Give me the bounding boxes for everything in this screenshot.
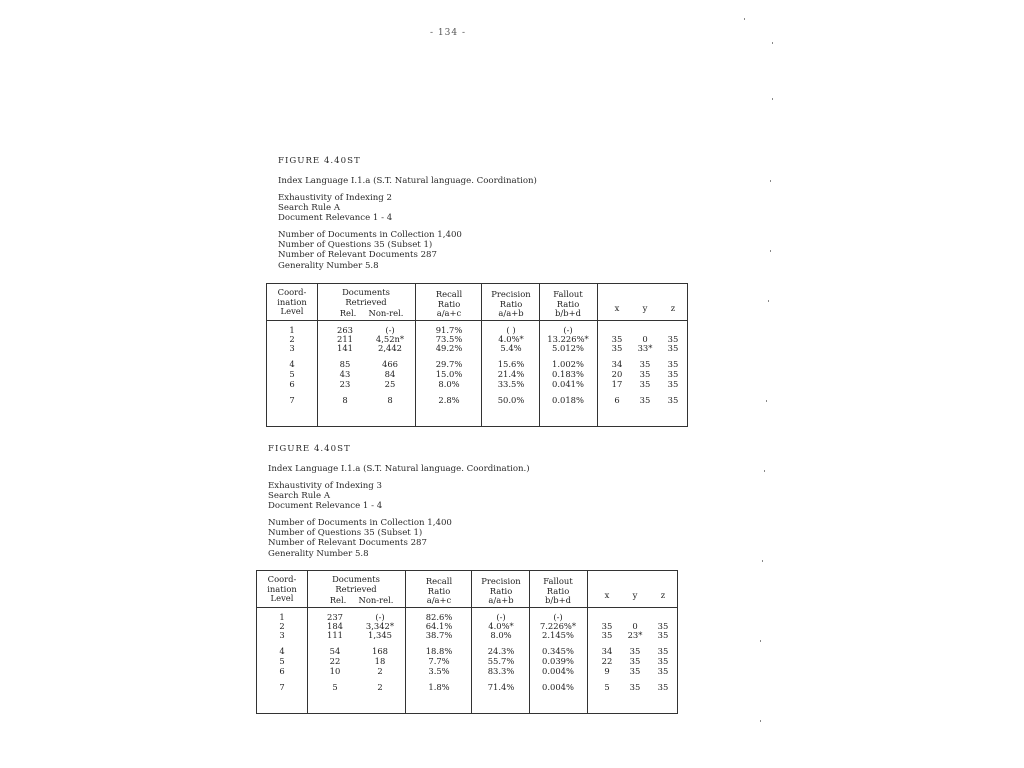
- table-header-fallout: Fallout Ratio b/b+d: [543, 576, 573, 606]
- figure-2-generality: Generality Number 5.8: [268, 548, 369, 559]
- table-cell-nonrel: (-): [375, 612, 385, 622]
- table-cell-rel: 85: [339, 359, 351, 369]
- table-cell-z: 35: [667, 379, 679, 389]
- table-cell-y: 0: [632, 621, 638, 631]
- table-cell-recall: 64.1%: [425, 621, 453, 631]
- table-cell-fallout: 0.004%: [542, 666, 574, 676]
- table-cell-precision: 15.6%: [497, 359, 525, 369]
- table-column-divider: [307, 571, 308, 713]
- table-cell-x: 34: [611, 359, 623, 369]
- table-column-divider: [405, 571, 406, 713]
- table-cell-recall: 3.5%: [428, 666, 450, 676]
- table-cell-level: 5: [279, 656, 285, 666]
- table-header-y: y: [632, 590, 638, 600]
- table-cell-precision: 71.4%: [487, 682, 515, 692]
- table-cell-y: 35: [639, 369, 651, 379]
- table-cell-recall: 15.0%: [435, 369, 463, 379]
- table-header-y: y: [642, 303, 648, 313]
- table-header-recall: Recall Ratio a/a+c: [435, 289, 463, 319]
- table-cell-level: 3: [279, 630, 285, 640]
- table-cell-rel: 10: [329, 666, 341, 676]
- table-cell-recall: 49.2%: [435, 343, 463, 353]
- figure-2-num-questions: Number of Questions 35 (Subset 1): [268, 527, 423, 538]
- table-cell-nonrel: 1,345: [368, 630, 392, 640]
- table-cell-recall: 8.0%: [438, 379, 460, 389]
- table-cell-y: 23*: [627, 630, 643, 640]
- table-cell-nonrel: 2: [377, 682, 383, 692]
- table-header-z: z: [670, 303, 676, 313]
- table-header-divider: [257, 607, 677, 608]
- table-cell-precision: 50.0%: [497, 395, 525, 405]
- table-cell-level: 4: [289, 359, 295, 369]
- figure-2-relevance: Document Relevance 1 - 4: [268, 501, 383, 512]
- table-cell-rel: 23: [339, 379, 351, 389]
- table-cell-rel: 111: [327, 630, 343, 640]
- table-cell-nonrel: (-): [385, 325, 395, 335]
- table-cell-fallout: (-): [563, 325, 573, 335]
- table-cell-precision: 8.0%: [490, 630, 512, 640]
- table-cell-level: 5: [289, 369, 295, 379]
- table-cell-level: 2: [279, 621, 285, 631]
- table-column-divider: [481, 284, 482, 426]
- figure-1-num-questions: Number of Questions 35 (Subset 1): [278, 239, 433, 250]
- table-header-x: x: [604, 590, 610, 600]
- table-cell-recall: 18.8%: [425, 646, 453, 656]
- table-cell-x: 9: [604, 666, 610, 676]
- table-header-coord: Coord- ination Level: [277, 287, 307, 317]
- table-cell-rel: 184: [327, 621, 343, 631]
- table-cell-rel: 141: [337, 343, 353, 353]
- table-cell-fallout: 0.345%: [542, 646, 574, 656]
- table-cell-rel: 22: [329, 656, 341, 666]
- table-header-nonrel: Non-rel.: [368, 308, 404, 318]
- table-header-precision: Precision Ratio a/a+b: [481, 576, 521, 606]
- table-header-docs: Documents Retrieved: [332, 574, 380, 594]
- table-cell-fallout: 5.012%: [552, 343, 584, 353]
- table-cell-level: 3: [289, 343, 295, 353]
- table-cell-precision: (-): [496, 612, 506, 622]
- table-cell-precision: 4.0%*: [488, 621, 514, 631]
- figure-2-exhaustivity: Exhaustivity of Indexing 3: [268, 480, 383, 491]
- table-cell-recall: 7.7%: [428, 656, 450, 666]
- table-cell-z: 35: [657, 682, 669, 692]
- table-cell-nonrel: 8: [387, 395, 393, 405]
- table-cell-nonrel: 84: [384, 369, 396, 379]
- table-cell-y: 0: [642, 334, 648, 344]
- table-cell-rel: 263: [337, 325, 353, 335]
- table-cell-z: 35: [667, 395, 679, 405]
- figure-1-num-relevant: Number of Relevant Documents 287: [278, 250, 437, 261]
- table-cell-y: 35: [629, 646, 641, 656]
- table-cell-y: 35: [629, 666, 641, 676]
- table-cell-z: 35: [657, 666, 669, 676]
- table-cell-precision: 83.3%: [487, 666, 515, 676]
- table-column-divider: [597, 284, 598, 426]
- table-cell-rel: 43: [339, 369, 351, 379]
- table-cell-recall: 82.6%: [425, 612, 453, 622]
- table-cell-precision: 5.4%: [500, 343, 522, 353]
- table-cell-x: 34: [601, 646, 613, 656]
- table-cell-y: 35: [639, 359, 651, 369]
- table-cell-x: 20: [611, 369, 623, 379]
- table-cell-rel: 237: [327, 612, 343, 622]
- table-cell-level: 6: [289, 379, 295, 389]
- table-column-divider: [471, 571, 472, 713]
- table-cell-fallout: (-): [553, 612, 563, 622]
- figure-1-generality: Generality Number 5.8: [278, 260, 379, 271]
- figure-1-index-language: Index Language I.1.a (S.T. Natural language. Coordination): [278, 176, 537, 187]
- table-cell-x: 5: [604, 682, 610, 692]
- table-cell-nonrel: 2: [377, 666, 383, 676]
- table-cell-recall: 1.8%: [428, 682, 450, 692]
- table-cell-fallout: 0.018%: [552, 395, 584, 405]
- table-column-divider: [415, 284, 416, 426]
- table-cell-nonrel: 25: [384, 379, 396, 389]
- table-cell-rel: 211: [337, 334, 353, 344]
- table-cell-precision: 24.3%: [487, 646, 515, 656]
- table-cell-nonrel: 18: [374, 656, 386, 666]
- table-header-coord: Coord- ination Level: [267, 574, 297, 604]
- table-cell-level: 1: [279, 612, 285, 622]
- table-cell-x: 22: [601, 656, 613, 666]
- table-cell-fallout: 0.004%: [542, 682, 574, 692]
- figure-1-num-docs: Number of Documents in Collection 1,400: [278, 229, 462, 240]
- figure-2-search-rule: Search Rule A: [268, 490, 331, 501]
- table-cell-z: 35: [667, 359, 679, 369]
- table-cell-nonrel: 466: [382, 359, 398, 369]
- table-cell-z: 35: [657, 621, 669, 631]
- table-cell-y: 35: [639, 395, 651, 405]
- figure-2-num-relevant: Number of Relevant Documents 287: [268, 538, 427, 549]
- page-number: - 134 -: [430, 28, 466, 38]
- table-cell-y: 35: [639, 379, 651, 389]
- figure-2-results-table: [256, 570, 678, 714]
- table-cell-fallout: 0.041%: [552, 379, 584, 389]
- table-cell-rel: 5: [332, 682, 338, 692]
- table-cell-z: 35: [667, 343, 679, 353]
- table-cell-level: 7: [279, 682, 285, 692]
- table-cell-precision: 21.4%: [497, 369, 525, 379]
- figure-2-index-language: Index Language I.1.a (S.T. Natural language. Coordination.): [268, 464, 530, 475]
- table-cell-recall: 73.5%: [435, 334, 463, 344]
- table-cell-fallout: 1.002%: [552, 359, 584, 369]
- table-header-precision: Precision Ratio a/a+b: [491, 289, 531, 319]
- table-cell-recall: 29.7%: [435, 359, 463, 369]
- table-cell-y: 33*: [637, 343, 653, 353]
- figure-2-title: FIGURE 4.40ST: [268, 444, 351, 454]
- table-cell-z: 35: [657, 630, 669, 640]
- table-cell-precision: 4.0%*: [498, 334, 524, 344]
- table-cell-level: 1: [289, 325, 295, 335]
- table-header-x: x: [614, 303, 620, 313]
- table-cell-z: 35: [667, 369, 679, 379]
- figure-2-num-docs: Number of Documents in Collection 1,400: [268, 517, 452, 528]
- table-cell-rel: 54: [329, 646, 341, 656]
- table-cell-z: 35: [657, 646, 669, 656]
- figure-1: [278, 156, 537, 271]
- table-cell-x: 35: [611, 343, 623, 353]
- table-header-fallout: Fallout Ratio b/b+d: [553, 289, 583, 319]
- table-cell-recall: 2.8%: [438, 395, 460, 405]
- table-cell-fallout: 13.226%*: [547, 334, 589, 344]
- table-cell-recall: 91.7%: [435, 325, 463, 335]
- table-cell-level: 4: [279, 646, 285, 656]
- table-cell-x: 35: [601, 621, 613, 631]
- figure-1-relevance: Document Relevance 1 - 4: [278, 213, 393, 224]
- figure-2: [268, 444, 530, 559]
- table-cell-precision: 55.7%: [487, 656, 515, 666]
- table-cell-x: 35: [601, 630, 613, 640]
- table-header-recall: Recall Ratio a/a+c: [425, 576, 453, 606]
- table-cell-y: 35: [629, 682, 641, 692]
- table-cell-fallout: 0.039%: [542, 656, 574, 666]
- table-header-rel: Rel.: [339, 308, 357, 318]
- table-cell-fallout: 0.183%: [552, 369, 584, 379]
- table-cell-precision: ( ): [506, 325, 516, 335]
- table-cell-precision: 33.5%: [497, 379, 525, 389]
- table-cell-nonrel: 2,442: [378, 343, 402, 353]
- table-cell-fallout: 7.226%*: [539, 621, 577, 631]
- table-cell-level: 7: [289, 395, 295, 405]
- table-header-rel: Rel.: [329, 595, 347, 605]
- table-cell-z: 35: [667, 334, 679, 344]
- table-cell-z: 35: [657, 656, 669, 666]
- table-cell-y: 35: [629, 656, 641, 666]
- table-cell-nonrel: 168: [372, 646, 388, 656]
- table-header-nonrel: Non-rel.: [358, 595, 394, 605]
- table-cell-recall: 38.7%: [425, 630, 453, 640]
- figure-1-exhaustivity: Exhaustivity of Indexing 2: [278, 192, 393, 203]
- table-cell-x: 6: [614, 395, 620, 405]
- table-header-z: z: [660, 590, 666, 600]
- figure-1-results-table: [266, 283, 688, 427]
- table-header-docs: Documents Retrieved: [342, 287, 390, 307]
- figure-1-search-rule: Search Rule A: [278, 202, 341, 213]
- table-cell-nonrel: 3,342*: [365, 621, 395, 631]
- table-cell-level: 6: [279, 666, 285, 676]
- table-column-divider: [587, 571, 588, 713]
- table-cell-x: 17: [611, 379, 623, 389]
- table-cell-rel: 8: [342, 395, 348, 405]
- figure-1-title: FIGURE 4.40ST: [278, 156, 361, 166]
- table-column-divider: [317, 284, 318, 426]
- table-cell-x: 35: [611, 334, 623, 344]
- table-cell-nonrel: 4,52n*: [375, 334, 405, 344]
- table-cell-level: 2: [289, 334, 295, 344]
- table-cell-fallout: 2.145%: [542, 630, 574, 640]
- table-header-divider: [267, 320, 687, 321]
